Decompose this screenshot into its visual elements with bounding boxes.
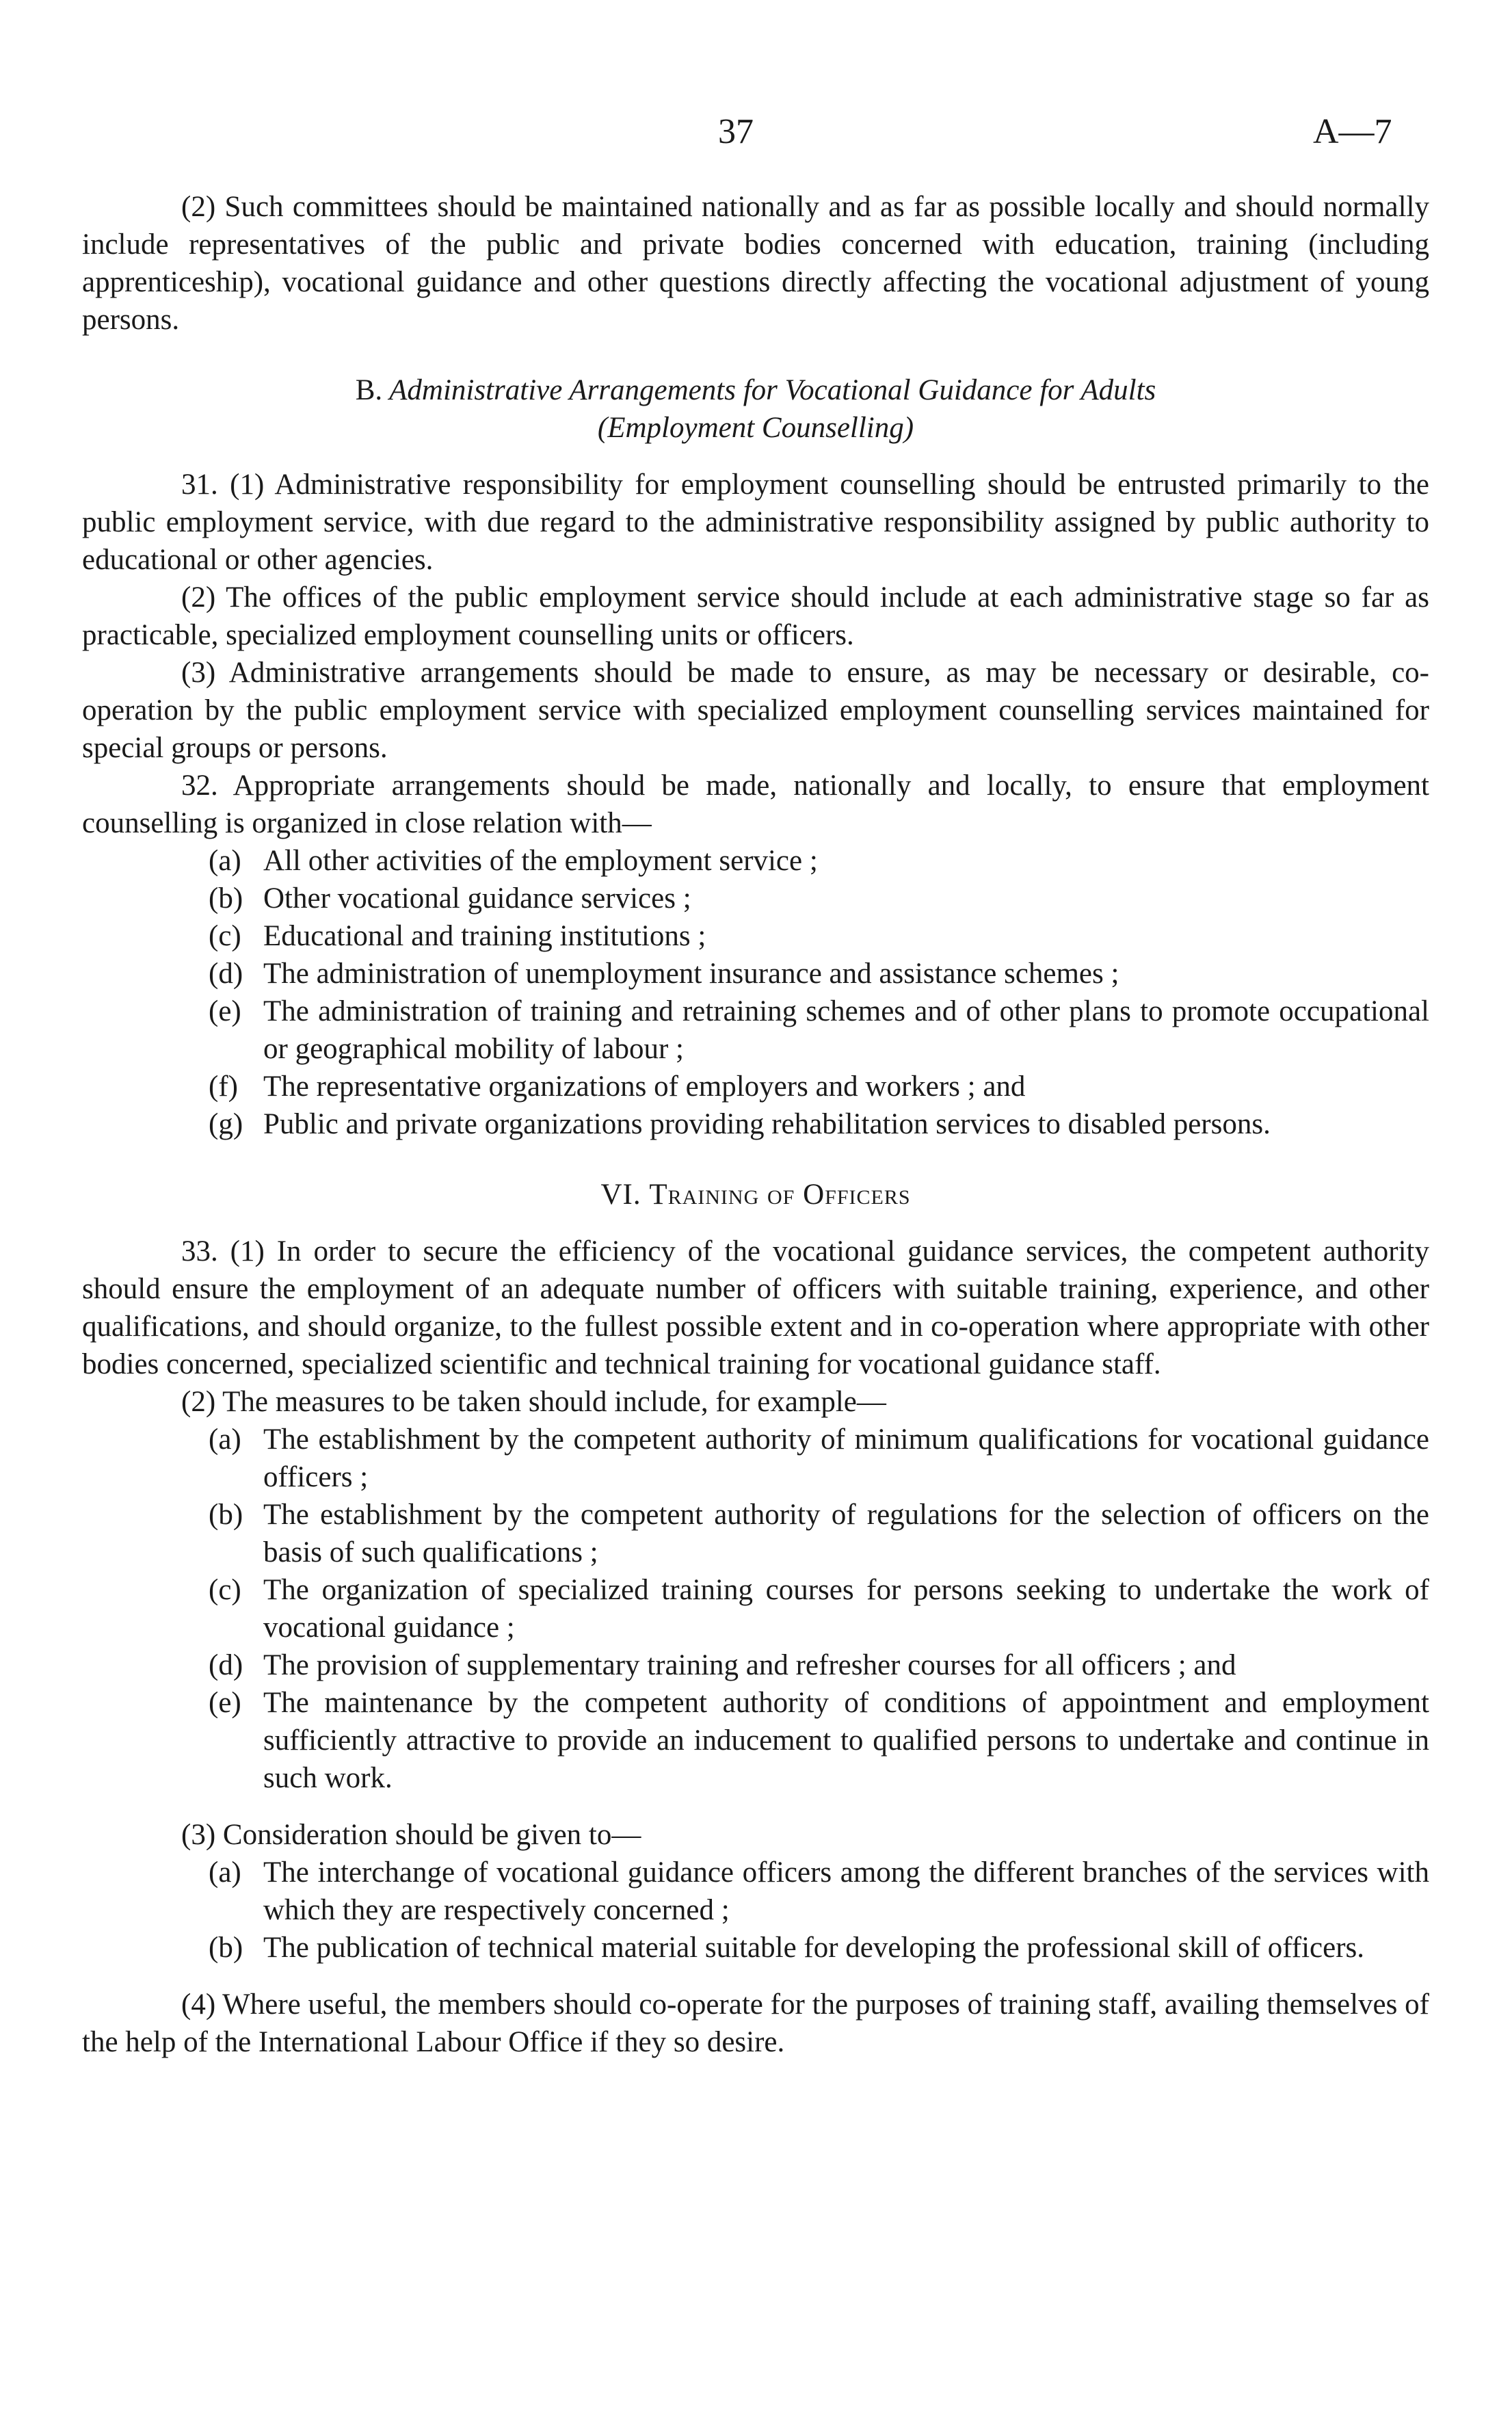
section-vi-title: Training of Officers: [649, 1179, 911, 1211]
paragraph-33-4: (4) Where useful, the members should co-operate for the purposes of training staff, availing themselves of the help of the International Labour Office if they so desire.: [82, 1988, 1429, 2058]
list-item: (b) Other vocational guidance services ;: [209, 882, 691, 915]
list-item: (e) The administration of training and retraining schemes and of other plans to promote occupational or geographical mobility of labour ;: [209, 995, 1429, 1065]
document-body: [82, 188, 1429, 2061]
section-b-title-line2: (Employment Counselling): [597, 412, 914, 444]
list-item: (b) The publication of technical material suitable for developing the professional skill of officers.: [209, 1932, 1365, 1964]
list-item: (d) The provision of supplementary training and refresher courses for all officers ; and: [209, 1649, 1236, 1681]
paragraph-33-3: (3) Consideration should be given to—: [181, 1819, 641, 1851]
paragraph-31-3: (3) Administrative arrangements should be made to ensure, as may be necessary or desirable, co-operation by the public employment service with specialized employment counselling services maintained for special groups or persons.: [82, 657, 1429, 764]
list-33-2: [82, 1421, 1429, 1797]
paragraph-31-2: (2) The offices of the public employment service should include at each administrative stage so far as practicable, specialized employment counselling units or officers.: [82, 581, 1429, 651]
page-number: 37: [718, 112, 754, 151]
paragraph-32: 32. Appropriate arrangements should be made, nationally and locally, to ensure that employment counselling is organized in close relation with—: [82, 770, 1429, 839]
section-b-title-line1: Administrative Arrangements for Vocational Guidance for Adults: [389, 374, 1156, 406]
list-item: (c) Educational and training institutions ;: [209, 920, 706, 952]
list-item: (a) All other activities of the employment service ;: [209, 845, 818, 877]
paragraph-30-2: (2) Such committees should be maintained nationally and as far as possible locally and should normally include representatives of the public and private bodies concerned with education, training (including apprenticeship), vocational guidance and other questions directly affecting the vocational adjustment of young persons.: [82, 191, 1429, 336]
paragraph-33-2: (2) The measures to be taken should include, for example—: [181, 1386, 886, 1418]
list-item: (a) The establishment by the competent authority of minimum qualifications for vocational guidance officers ;: [209, 1423, 1429, 1493]
list-item: (e) The maintenance by the competent authority of conditions of appointment and employment sufficiently attractive to provide an inducement to qualified persons to undertake and continue in such work.: [209, 1687, 1429, 1794]
list-item: (c) The organization of specialized training courses for persons seeking to undertake the work of vocational guidance ;: [209, 1574, 1429, 1644]
list-33-3: [82, 1854, 1429, 1967]
list-item: (b) The establishment by the competent authority of regulations for the selection of officers on the basis of such qualifications ;: [209, 1499, 1429, 1568]
section-vi-number: VI.: [600, 1179, 641, 1211]
list-item: (d) The administration of unemployment insurance and assistance schemes ;: [209, 958, 1119, 990]
document-reference: A—7: [1313, 112, 1392, 151]
list-32: [82, 842, 1429, 1143]
paragraph-31-1: 31. (1) Administrative responsibility for employment counselling should be entrusted primarily to the public employment service, with due regard to the administrative responsibility assigned by public authority to educational or other agencies.: [82, 469, 1429, 576]
section-b-heading: [82, 371, 1429, 447]
paragraph-33-1: 33. (1) In order to secure the efficiency of the vocational guidance services, the competent authority should ensure the employment of an adequate number of officers with suitable training, experience, and other qualifications, and should organize, to the fullest possible extent and in co-operation where appropriate with other bodies concerned, specialized scientific and technical training for vocational guidance staff.: [82, 1235, 1429, 1380]
section-vi-heading: [82, 1176, 1429, 1213]
section-b-letter: B.: [355, 374, 383, 406]
list-item: (a) The interchange of vocational guidance officers among the different branches of the services with which they are respectively concerned ;: [209, 1856, 1429, 1926]
list-item: (g) Public and private organizations providing rehabilitation services to disabled persons.: [209, 1108, 1271, 1140]
list-item: (f) The representative organizations of employers and workers ; and: [209, 1070, 1026, 1103]
